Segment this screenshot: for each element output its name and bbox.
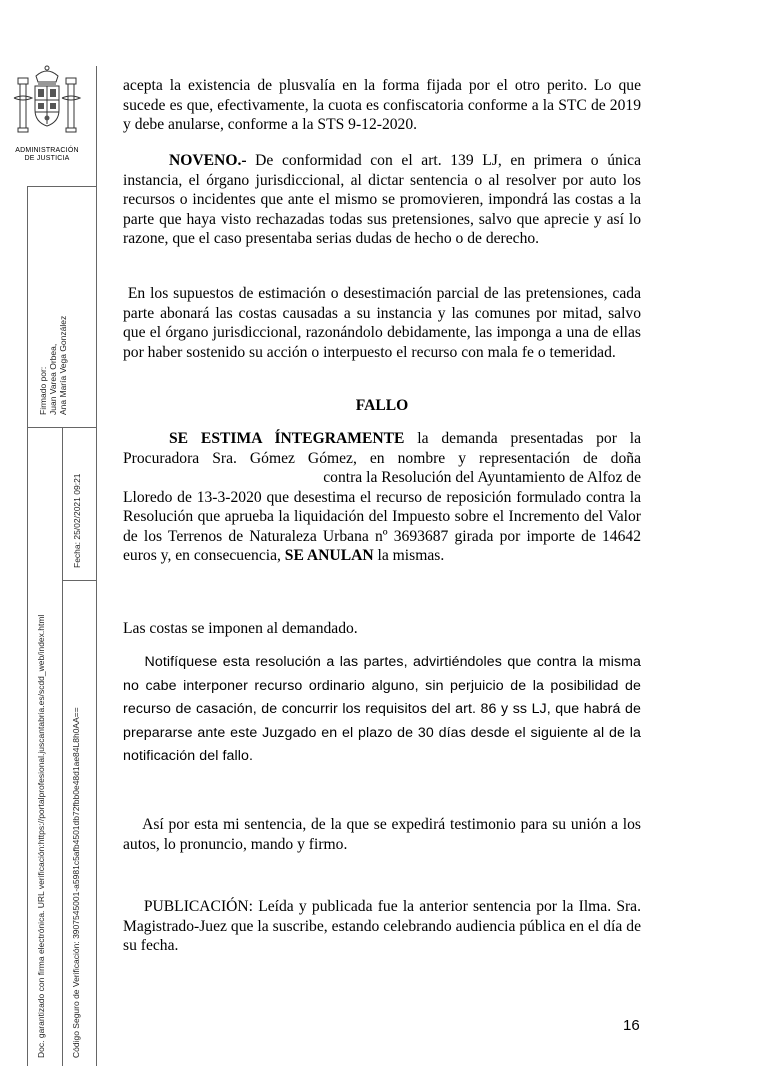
- gutter-border-top: [27, 186, 97, 187]
- signer-1: Juan Varea Orbea,: [48, 343, 58, 415]
- paragraph-plusvalia-text: acepta la existencia de plusvalía en la forma fijada por el otro perito. Lo que sucede es que, efectivamente, la cuota es confiscatoria conforme a la STC de 2019 y debe anularse, conforme a la STS 9-12-2020.: [123, 77, 641, 133]
- asi-por-esta-text: Así por esta mi sentencia, de la que se expedirá testimonio para su unión a los autos, lo pronuncio, mando y firmo.: [123, 816, 642, 853]
- noveno-text: De conformidad con el art. 139 LJ, en primera o única instancia, el órgano jurisdiccional, al dictar sentencia o al resolver por auto los recursos o incidentes que ante el mismo se promovieren, impondrá las costas a la parte que haya visto rechazadas todas sus pretensiones, salvo que aprecie y así lo razone, que el caso presentaba serias dudas de hecho o de derecho.: [123, 152, 641, 247]
- notifiquese-text: Notifíquese esta resolución a las partes, advirtiéndoles que contra la misma no cabe interponer recurso ordinario alguno, sin perjuicio de la posibilidad de recurso de casación, de concurrir los requisitos del art. 86 y ss LJ, que habrá de prepararse ante este Juzgado en el plazo de 30 días desde el siguiente al de la notificación del fallo.: [123, 654, 641, 764]
- noveno-heading: NOVENO.-: [169, 152, 247, 169]
- se-anulan-text: SE ANULAN: [284, 547, 374, 564]
- publicacion-text: PUBLICACIÓN: Leída y publicada fue la anterior sentencia por la Ilma. Sra. Magistrado-Juez que la suscribe, estando celebrando audiencia pública en el día de su fecha.: [123, 898, 642, 954]
- signed-by-label: Firmado por:: [38, 366, 48, 415]
- organization-name: [10, 147, 84, 163]
- paragraph-costas: [123, 619, 641, 639]
- fallo-line3: contra la Resolución del Ayuntamiento de Alfoz de: [323, 469, 641, 486]
- gutter-border-left: [27, 186, 28, 1066]
- gutter-divider-inner: [62, 427, 63, 1066]
- org-name-line2: DE JUSTICIA: [24, 155, 70, 162]
- fallo-line1: la demanda presentadas por la: [404, 430, 642, 447]
- fallo-tail: la mismas.: [373, 547, 445, 564]
- signed-by-block: [38, 316, 68, 415]
- paragraph-publicacion: [123, 897, 641, 956]
- paragraph-notifiquese: [123, 651, 641, 769]
- paragraph-fallo-decision: [123, 429, 641, 566]
- paragraph-estimacion-parcial: [123, 284, 641, 362]
- signer-2: Ana María Vega González: [58, 315, 68, 415]
- secure-verification-code: Código Seguro de Verificación: 3907545001-a5981c5afb4501db72fbb0e48d1ae84L8h0AA==: [71, 707, 81, 1058]
- estimacion-parcial-text: En los supuestos de estimación o desestimación parcial de las pretensiones, cada parte abonará las costas causadas a su instancia y las comunes por mitad, salvo que el órgano jurisdiccional, razonándolo debidamente, las imponga a una de ellas por haber sostenido su acción o interpuesto el recurso con mala fe o temeridad.: [123, 285, 641, 361]
- coat-of-arms-logo: [10, 62, 84, 142]
- paragraph-noveno: [123, 151, 641, 249]
- gutter-divider-date: [62, 580, 97, 581]
- org-name-line1: ADMINISTRACIÓN: [15, 147, 79, 154]
- paragraph-plusvalia: [123, 76, 641, 135]
- se-estima-lead: SE ESTIMA ÍNTEGRAMENTE: [169, 430, 405, 447]
- paragraph-asi-por-esta: [123, 815, 641, 854]
- fallo-line2: Procuradora Sra. Gómez Gómez, en nombre y representación de doña: [123, 449, 641, 467]
- costas-text: Las costas se imponen al demandado.: [123, 620, 358, 637]
- verification-url-text: Doc. garantizado con firma electrónica. URL verificación:https://portalprofesional.juscantabria.es/scdd_web/index.html: [36, 614, 46, 1058]
- gutter-border-right: [96, 66, 97, 1066]
- signature-date: Fecha: 25/02/2021 09:21: [72, 473, 82, 568]
- fallo-heading: FALLO: [355, 397, 409, 414]
- gutter-divider-signed: [27, 427, 97, 428]
- page-number: 16: [623, 1017, 640, 1034]
- fallo-rest: Lloredo de 13-3-2020 que desestima el recurso de reposición formulado contra la Resolución que aprueba la liquidación del Impuesto sobre el Incremento del Valor de los Terrenos de Naturaleza Urbana nº 3693687 girada por importe de 14642 euros y, en consecuencia,: [123, 488, 641, 564]
